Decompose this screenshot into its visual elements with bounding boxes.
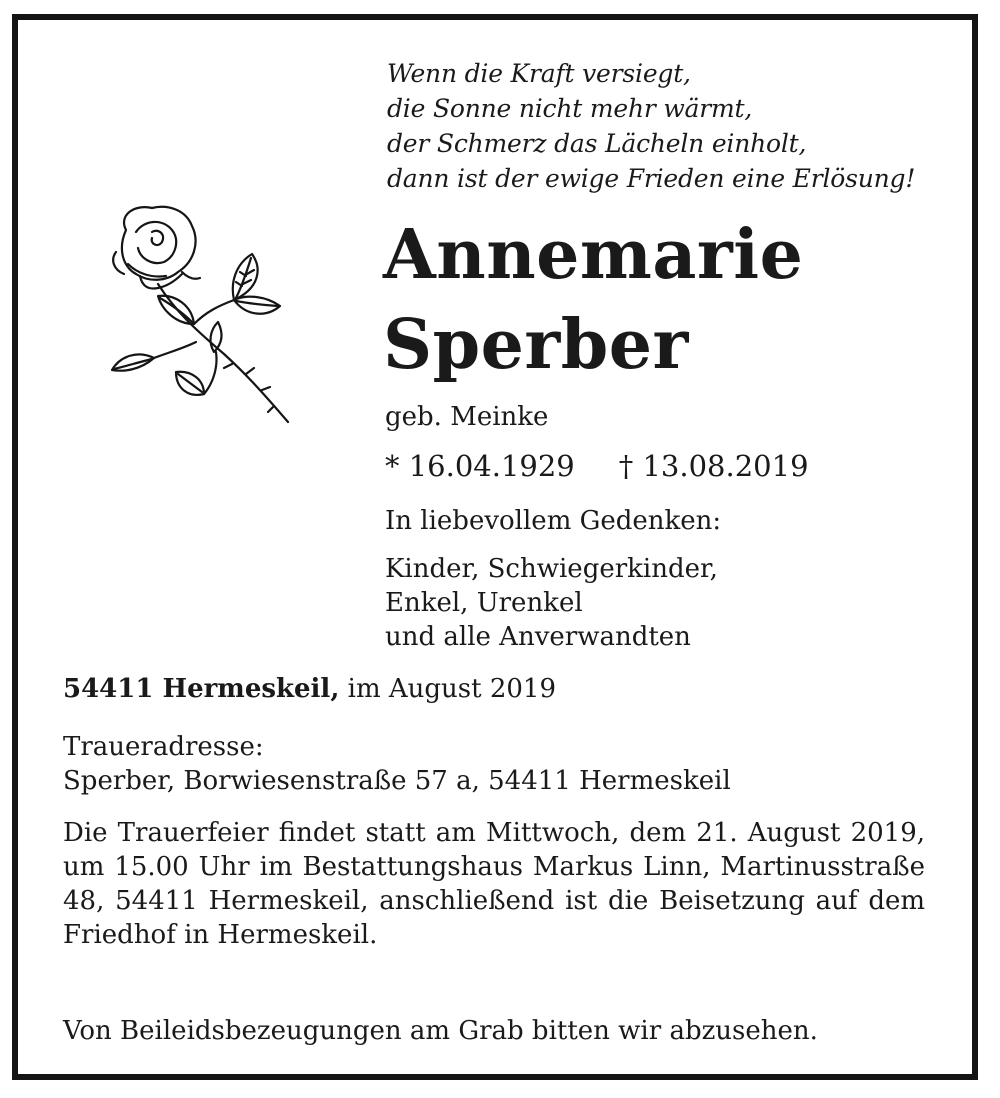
mourners-list [385, 552, 718, 654]
ceremony-text: Die Trauerfeier findet statt am Mittwoch, dem 21. August 2019, um 15.00 Uhr im Bestattungshaus Markus Linn, Martinusstraße 48, 54411 Hermeskeil, anschließend ist die Beisetzung auf dem Friedhof in Hermeskeil. [63, 818, 925, 950]
mourning-address [63, 730, 925, 798]
mourner-line: Enkel, Urenkel [385, 588, 583, 618]
poem-line: Wenn die Kraft versiegt, [387, 59, 691, 88]
place: 54411 Hermeskeil, [63, 674, 340, 704]
mourner-line: Kinder, Schwiegerkinder, [385, 554, 718, 584]
birth-date: * 16.04.1929 [385, 449, 575, 483]
life-dates [385, 446, 809, 486]
mourners-intro: In liebevollem Gedenken: [385, 506, 722, 536]
rose-icon [96, 202, 301, 427]
birth-name: geb. Meinke [385, 402, 549, 432]
obituary-frame [12, 14, 978, 1080]
death-date: † 13.08.2019 [618, 449, 809, 483]
first-name: Annemarie [383, 215, 804, 295]
poem-line: die Sonne nicht mehr wärmt, [387, 94, 753, 123]
last-name: Sperber [383, 305, 689, 385]
mourner-line: und alle Anverwandten [385, 622, 691, 652]
poem-line: dann ist der ewige Frieden eine Erlösung! [387, 164, 916, 193]
address-label: Traueradresse: [63, 732, 264, 762]
deceased-name [383, 210, 803, 390]
poem [387, 56, 947, 196]
date: im August 2019 [347, 674, 557, 704]
address-value: Sperber, Borwiesenstraße 57 a, 54411 Hermeskeil [63, 766, 731, 796]
poem-line: der Schmerz das Lächeln einholt, [387, 129, 807, 158]
closing-note: Von Beileidsbezeugungen am Grab bitten wir abzusehen. [63, 1016, 818, 1046]
place-date [63, 672, 925, 706]
